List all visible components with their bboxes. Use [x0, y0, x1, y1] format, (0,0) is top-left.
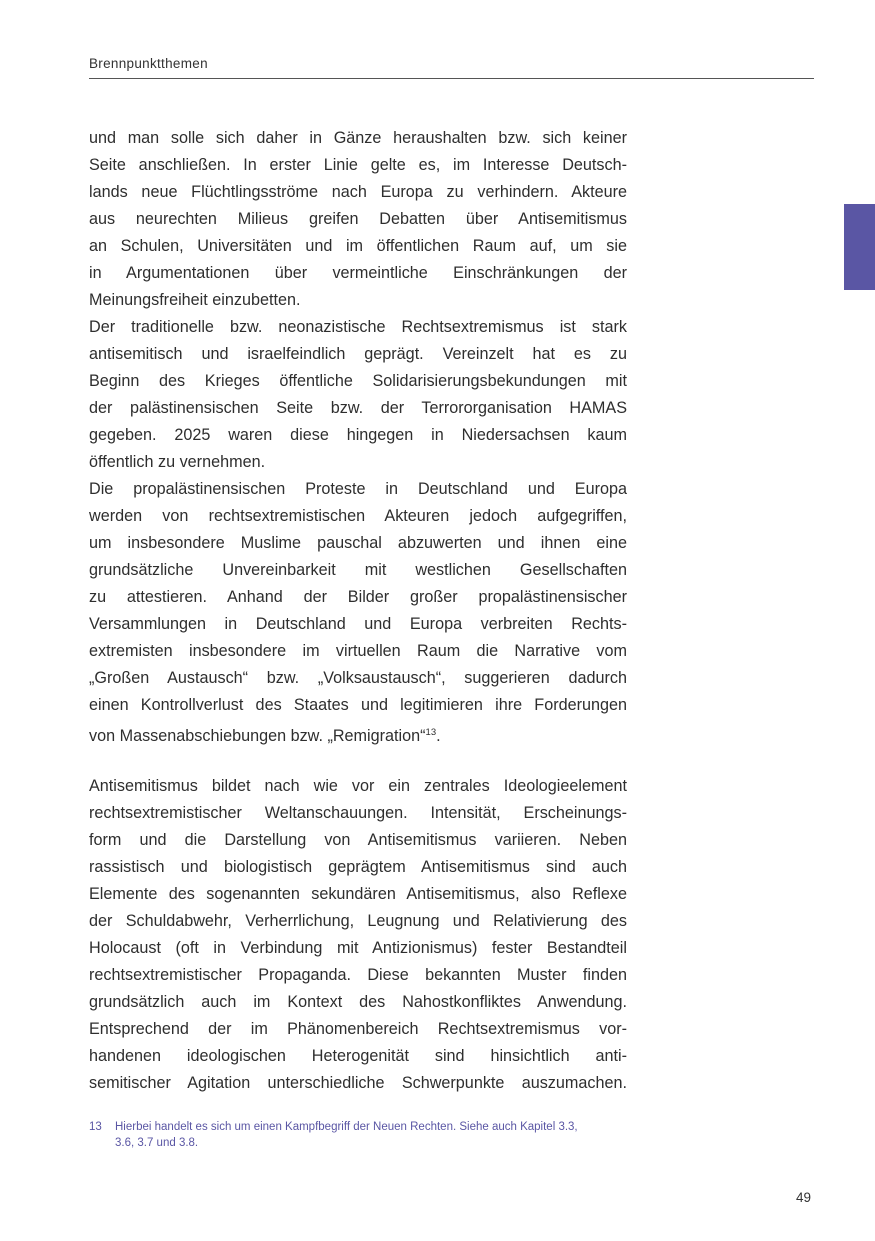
paragraph-3 [89, 476, 627, 746]
text-line: Beginn des Krieges öffentliche Solidarisierungsbekundungen mit [89, 372, 627, 390]
text-line: aus neurechten Milieus greifen Debatten über Antisemitismus [89, 210, 627, 228]
text-line: Seite anschließen. In erster Linie gelte es, im Interesse Deutsch- [89, 156, 627, 174]
text-line-end: . [436, 727, 441, 745]
text-line: der palästinensischen Seite bzw. der Terrororganisation HAMAS [89, 399, 627, 417]
text-line: form und die Darstellung von Antisemitismus variieren. Neben [89, 831, 627, 849]
text-line: an Schulen, Universitäten und im öffentlichen Raum auf, um sie [89, 237, 627, 255]
text-line: rassistisch und biologistisch geprägtem Antisemitismus sind auch [89, 858, 627, 876]
paragraph-1 [89, 125, 627, 314]
text-line: grundsätzlich auch im Kontext des Nahostkonfliktes Anwendung. [89, 993, 627, 1011]
page-number: 49 [796, 1190, 812, 1205]
footnote-line: 3.6, 3.7 und 3.8. [115, 1137, 199, 1149]
text-line: rechtsextremistischer Weltanschauungen. Intensität, Erscheinungs- [89, 804, 627, 822]
text-line: Der traditionelle bzw. neonazistische Rechtsextremismus ist stark [89, 318, 627, 336]
text-line: Die propalästinensischen Proteste in Deutschland und Europa [89, 480, 627, 498]
paragraph-4 [89, 773, 627, 1097]
paragraph-gap [89, 746, 627, 773]
text-line: antisemitisch und israelfeindlich geprägt. Vereinzelt hat es zu [89, 345, 627, 363]
footnote-line: Hierbei handelt es sich um einen Kampfbegriff der Neuen Rechten. Siehe auch Kapitel 3.3, [115, 1121, 578, 1133]
footnote-reference[interactable]: 13 [425, 727, 437, 738]
text-line: grundsätzliche Unvereinbarkeit mit westlichen Gesellschaften [89, 561, 627, 579]
text-line [89, 719, 627, 746]
text-line: gegeben. 2025 waren diese hingegen in Niedersachsen kaum [89, 426, 627, 444]
paragraph-2 [89, 314, 627, 476]
text-line: einen Kontrollverlust des Staates und legitimieren ihre Forderungen [89, 696, 627, 714]
header-rule [89, 78, 814, 79]
text-line: werden von rechtsextremistischen Akteuren jedoch aufgegriffen, [89, 507, 627, 525]
text-line: in Argumentationen über vermeintliche Einschränkungen der [89, 264, 627, 282]
text-line: um insbesondere Muslime pauschal abzuwerten und ihnen eine [89, 534, 627, 552]
text-line-start: von Massenabschiebungen bzw. „Remigration“ [89, 727, 426, 745]
text-line: semitischer Agitation unterschiedliche Schwerpunkte auszumachen. [89, 1074, 627, 1092]
text-line: öffentlich zu vernehmen. [89, 453, 266, 471]
footnote-number: 13 [89, 1121, 102, 1133]
text-line: lands neue Flüchtlingsströme nach Europa zu verhindern. Akteure [89, 183, 627, 201]
text-line: Holocaust (oft in Verbindung mit Antizionismus) fester Bestandteil [89, 939, 627, 957]
text-line: rechtsextremistischer Propaganda. Diese bekannten Muster finden [89, 966, 627, 984]
text-line: Entsprechend der im Phänomenbereich Rechtsextremismus vor- [89, 1020, 627, 1038]
text-line: zu attestieren. Anhand der Bilder großer propalästinensischer [89, 588, 627, 606]
text-line: der Schuldabwehr, Verherrlichung, Leugnung und Relativierung des [89, 912, 627, 930]
text-line: Meinungsfreiheit einzubetten. [89, 291, 301, 309]
text-line: Antisemitismus bildet nach wie vor ein zentrales Ideologieelement [89, 777, 627, 795]
text-line: extremisten insbesondere im virtuellen Raum die Narrative vom [89, 642, 627, 660]
text-line: „Großen Austausch“ bzw. „Volksaustausch“, suggerieren dadurch [89, 669, 627, 687]
text-line: Elemente des sogenannten sekundären Antisemitismus, also Reflexe [89, 885, 627, 903]
footnote-text [115, 1119, 629, 1151]
body-text [89, 125, 627, 1097]
text-line: Versammlungen in Deutschland und Europa verbreiten Rechts- [89, 615, 627, 633]
running-header: Brennpunktthemen [89, 56, 208, 71]
text-line: handenen ideologischen Heterogenität sind hinsichtlich anti- [89, 1047, 627, 1065]
chapter-tab-marker [844, 204, 875, 290]
text-line: und man solle sich daher in Gänze heraushalten bzw. sich keiner [89, 129, 627, 147]
